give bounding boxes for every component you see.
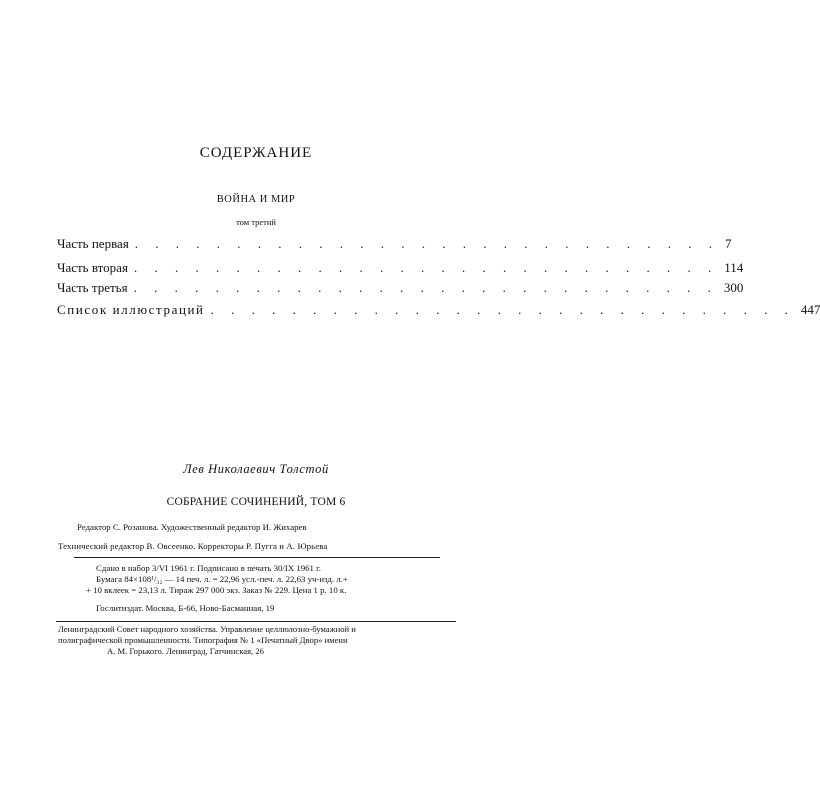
toc-entry-page: 7	[725, 236, 732, 251]
toc-leader-dots: . . . . . . . . . . . . . . . . . . . . . . . . . . . . .	[134, 236, 720, 251]
printer-line: А. М. Горького. Ленинград, Гатчинская, 26	[107, 646, 264, 656]
work-title: ВОЙНА И МИР	[216, 194, 296, 205]
divider-line	[56, 621, 456, 622]
toc-entry-label: Часть первая	[57, 236, 129, 251]
author-name: Лев Николаевич Толстой	[183, 462, 329, 476]
toc-leader-dots: . . . . . . . . . . . . . . . . . . . . . . . . . . . . .	[210, 302, 795, 317]
printer-line: полиграфической промышленности. Типография № 1 «Печатный Двор» имени	[58, 635, 348, 645]
toc-leader-dots: . . . . . . . . . . . . . . . . . . . . . . . . . . . . .	[133, 260, 719, 275]
toc-entry	[57, 260, 744, 278]
toc-entry-label: Часть третья	[57, 280, 128, 295]
toc-entry	[57, 280, 744, 298]
imprint-line: Бумага 84×108¹/₃₂ — 14 печ. л. = 22,96 усл.-печ. л. 22,63 уч-изд. л.+	[96, 574, 348, 584]
imprint-line: + 10 вклеек = 23,13 л. Тираж 297 000 экз. Заказ № 229. Цена 1 р. 10 к.	[86, 585, 347, 595]
toc-entry-label: Часть вторая	[57, 260, 128, 275]
divider-line	[74, 557, 440, 558]
imprint-line: Сдано в набор 3/VI 1961 г. Подписано в печать 30/IX 1961 г.	[96, 563, 321, 573]
toc-entry	[57, 302, 820, 320]
editors-credit: Редактор С. Розанова. Художественный редактор И. Жихарев	[77, 522, 307, 532]
printer-line: Ленинградский Совет народного хозяйства. Управление целлюлозно-бумажной и	[58, 624, 356, 634]
toc-entry-page: 300	[723, 280, 744, 295]
toc-entry	[57, 236, 732, 254]
toc-entry-page: 114	[724, 260, 744, 275]
series-title: СОБРАНИЕ СОЧИНЕНИЙ, ТОМ 6	[166, 496, 346, 508]
toc-entry-label: Список иллюстраций	[57, 302, 205, 317]
toc-entry-page: 447	[800, 302, 820, 317]
volume-label: том третий	[236, 217, 276, 227]
contents-title: СОДЕРЖАНИЕ	[199, 145, 313, 161]
publisher-address: Гослитиздат. Москва, Б-66, Ново-Басманная, 19	[96, 603, 275, 613]
toc-leader-dots: . . . . . . . . . . . . . . . . . . . . . . . . . . . . .	[133, 280, 718, 295]
technical-credit: Технический редактор В. Овсеенко. Корректоры Р. Пугга и А. Юрьева	[58, 541, 328, 551]
